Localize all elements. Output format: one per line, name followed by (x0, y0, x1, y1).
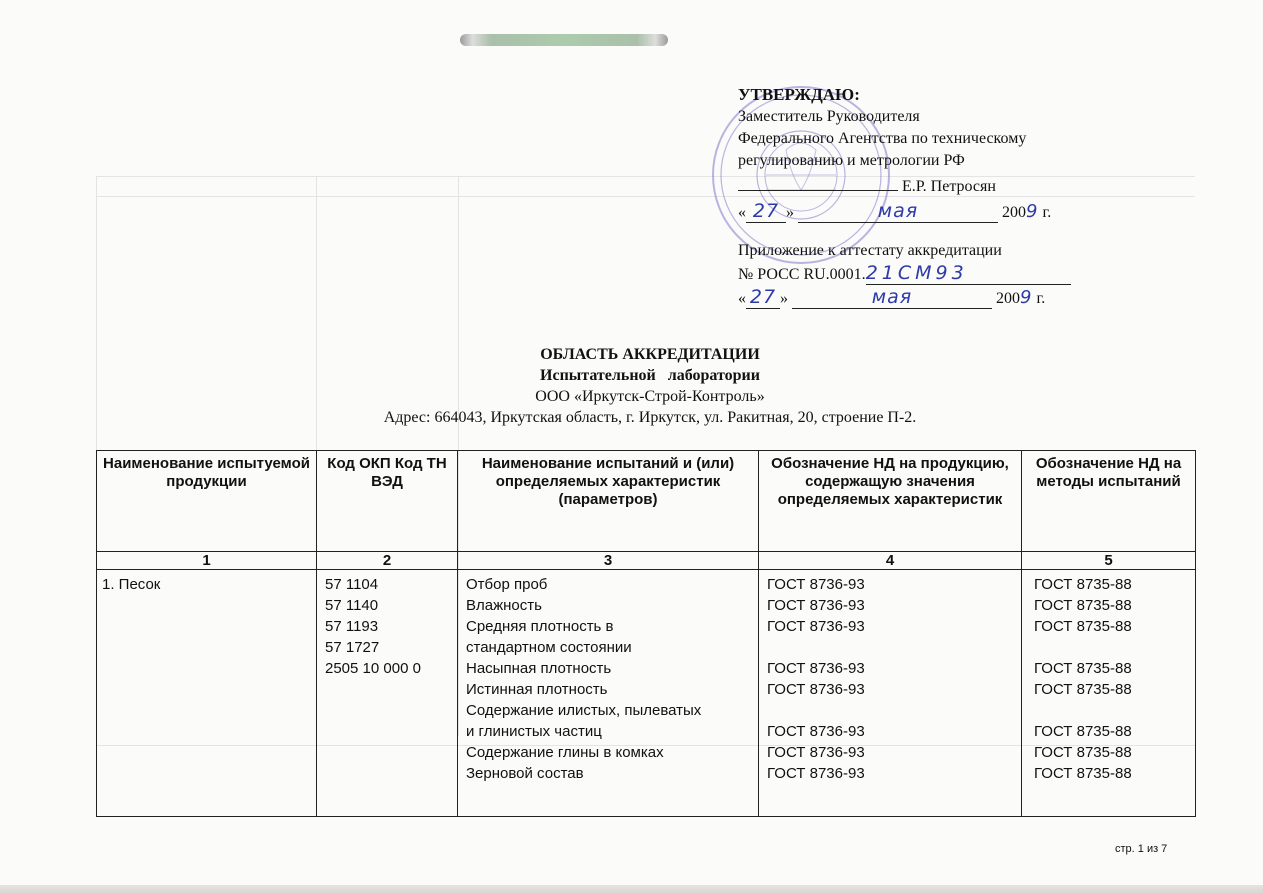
attachment-date-year-prefix: 200 (996, 290, 1020, 307)
codes-cell (317, 570, 458, 817)
attachment-date-day: 27 (746, 286, 780, 309)
signatory-name: Е.Р. Петросян (902, 178, 996, 195)
binder-clip (460, 34, 668, 46)
attachment-number-handwritten: 21СМ93 (866, 262, 1071, 285)
header-product: Наименование испытуемой продукции (97, 451, 317, 552)
signature-blank (738, 172, 898, 191)
approval-position-line-2: Федерального Агентства по техническому (738, 130, 1027, 147)
header-codes: Код ОКП Код ТН ВЭД (317, 451, 458, 552)
table-row (97, 570, 1196, 817)
method-nd-item: ГОСТ 8735-88 (1034, 681, 1132, 698)
method-nd-item (1034, 637, 1191, 658)
product-nd-item: ГОСТ 8736-93 (767, 723, 865, 740)
approval-date-year-digit: 9 (1026, 201, 1039, 222)
column-number: 2 (317, 552, 458, 570)
product-nd-item: ГОСТ 8736-93 (767, 765, 865, 782)
test-item: Средняя плотность в (466, 618, 614, 635)
column-number: 3 (458, 552, 759, 570)
method-nd-item: ГОСТ 8735-88 (1034, 597, 1132, 614)
product-cell (97, 570, 317, 817)
method-nd-item: ГОСТ 8735-88 (1034, 744, 1132, 761)
test-item: Насыпная плотность (466, 660, 612, 677)
test-item: стандартном состоянии (466, 639, 632, 656)
page-number: стр. 1 из 7 (1115, 843, 1168, 855)
column-number: 1 (97, 552, 317, 570)
code-item: 57 1140 (325, 597, 379, 614)
header-tests: Наименование испытаний и (или) определяемых характеристик (параметров) (458, 451, 759, 552)
organization-address: Адрес: 664043, Иркутская область, г. Иркутск, ул. Ракитная, 20, строение П-2. (383, 409, 917, 426)
test-item: Содержание илистых, пылеватых (466, 702, 702, 719)
header-product-nd: Обозначение НД на продукцию, содержащую значения определяемых характеристик (759, 451, 1022, 552)
test-item: Влажность (466, 597, 542, 614)
attachment-number-line (738, 262, 1071, 286)
column-number: 4 (759, 552, 1022, 570)
column-number: 5 (1022, 552, 1196, 570)
document-subtitle: Испытательной лаборатории (540, 367, 760, 384)
table-header-row (97, 451, 1196, 552)
accreditation-table (96, 450, 1196, 817)
product-nd-item: ГОСТ 8736-93 (767, 744, 865, 761)
product-nd-item: ГОСТ 8736-93 (767, 660, 865, 677)
test-item: Истинная плотность (466, 681, 608, 698)
product-nd-item: ГОСТ 8736-93 (767, 618, 865, 635)
approval-date-year-prefix: 200 (1002, 204, 1026, 221)
approval-date-day: 27 (746, 200, 786, 223)
document-title-block (300, 344, 1000, 428)
product-nd-cell (759, 570, 1022, 817)
organization-name: ООО «Иркутск-Строй-Контроль» (535, 388, 765, 405)
test-item: Содержание глины в комках (466, 744, 664, 761)
test-item: и глинистых частиц (466, 723, 602, 740)
approval-date-line: « 27 » мая 2009 г. (738, 200, 1052, 222)
attachment-date-line: « 27 » мая 2009 г. (738, 286, 1046, 308)
product-name: 1. Песок (102, 576, 161, 593)
document-title: ОБЛАСТЬ АККРЕДИТАЦИИ (540, 346, 760, 363)
page-bottom-edge (0, 885, 1263, 893)
column-number-row (97, 552, 1196, 570)
method-nd-item: ГОСТ 8735-88 (1034, 723, 1132, 740)
code-item: 57 1193 (325, 618, 379, 635)
code-item: 57 1727 (325, 639, 380, 656)
attachment-date-year-digit: 9 (1020, 287, 1033, 308)
method-nd-item: ГОСТ 8735-88 (1034, 576, 1132, 593)
method-nd-item: ГОСТ 8735-88 (1034, 765, 1132, 782)
product-nd-item: ГОСТ 8736-93 (767, 576, 865, 593)
product-nd-item (767, 700, 1017, 721)
approval-position-line-1: Заместитель Руководителя (738, 108, 920, 125)
method-nd-item: ГОСТ 8735-88 (1034, 660, 1132, 677)
product-nd-item (767, 637, 1017, 658)
approval-date-suffix: г. (1042, 204, 1052, 221)
approval-position-line-3: регулированию и метрологии РФ (738, 152, 965, 169)
approval-date-month: мая (798, 200, 998, 223)
test-item: Отбор проб (466, 576, 548, 593)
product-nd-item: ГОСТ 8736-93 (767, 597, 865, 614)
code-item: 2505 10 000 0 (325, 660, 421, 677)
header-method-nd: Обозначение НД на методы испытаний (1022, 451, 1196, 552)
code-item: 57 1104 (325, 576, 379, 593)
attachment-date-suffix: г. (1036, 290, 1046, 307)
approval-heading: УТВЕРЖДАЮ: (738, 85, 860, 104)
approval-block (738, 84, 1071, 310)
tests-cell (458, 570, 759, 817)
approval-signature-line (738, 172, 1071, 198)
attachment-line: Приложение к аттестату аккредитации (738, 242, 1002, 259)
attachment-number-prefix: № РОСС RU.0001. (738, 266, 866, 283)
method-nd-item (1034, 700, 1191, 721)
method-nd-cell (1022, 570, 1196, 817)
test-item: Зерновой состав (466, 765, 584, 782)
method-nd-item: ГОСТ 8735-88 (1034, 618, 1132, 635)
attachment-date-month: мая (792, 286, 992, 309)
product-nd-item: ГОСТ 8736-93 (767, 681, 865, 698)
